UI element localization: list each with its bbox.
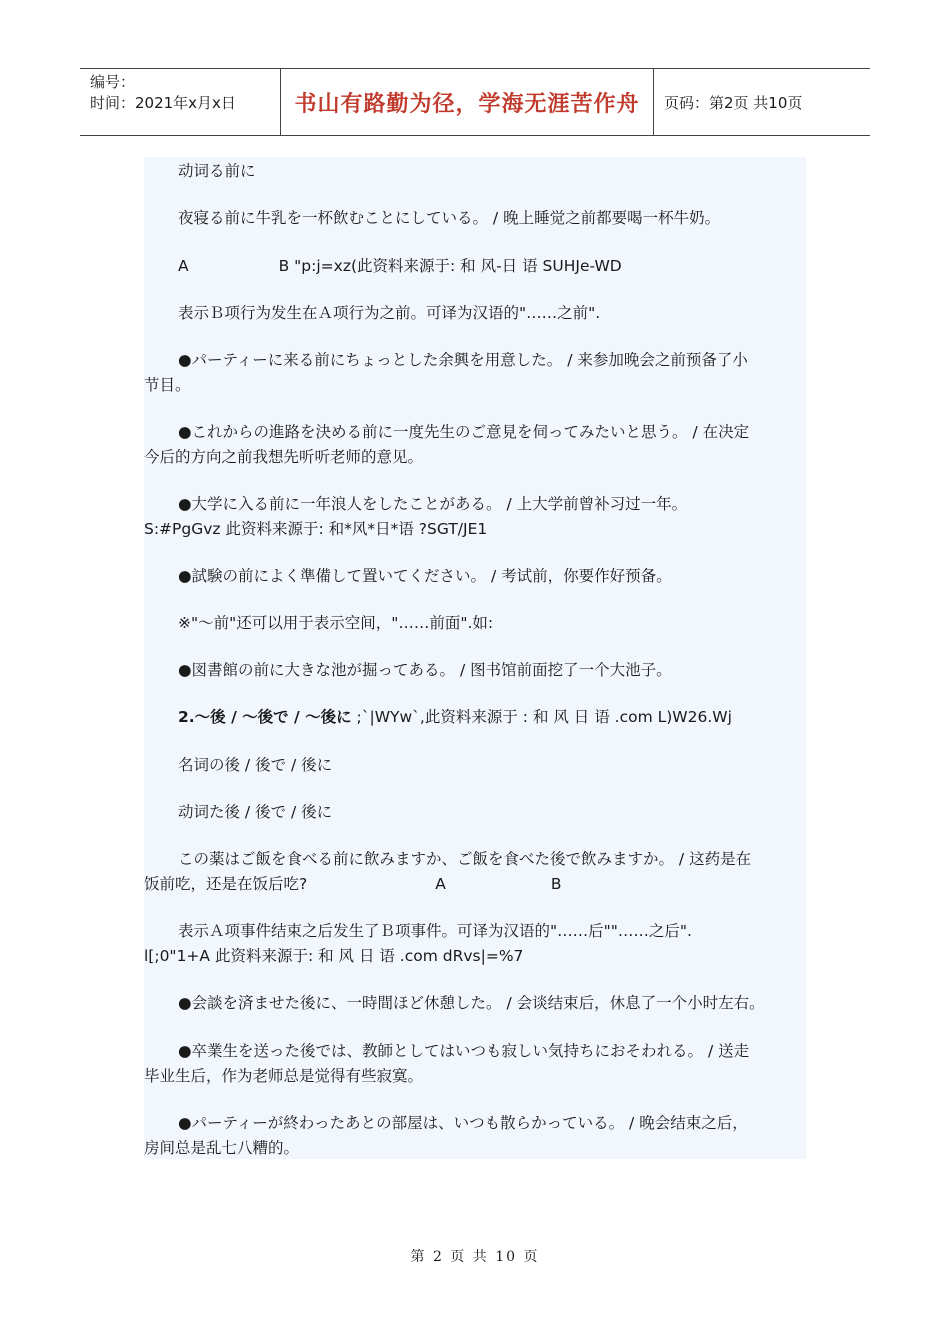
paragraph: 动词る前に <box>178 162 256 180</box>
time-label: 时间：2021年x月x日 <box>90 94 236 112</box>
paragraph: A B "p:j=xz(此资料来源于: 和 风-日 语 SUHJe-WD <box>178 257 622 275</box>
example-paragraph: ●卒業生を送った後では、教師としてはいつも寂しい気持ちにおそわれる。 / 送走 毕业生后，作为老师总是觉得有些寂寞。 <box>144 1042 750 1085</box>
example-paragraph: ●これからの進路を決める前に一度先生のご意見を伺ってみたいと思う。 / 在决定 今后的方向之前我想先听听老师的意见。 <box>144 423 750 466</box>
example-paragraph: ●試験の前によく準備して置いてください。 / 考试前，你要作好预备。 <box>178 567 672 585</box>
example-paragraph: ●パーティーに来る前にちょっとした余興を用意した。 / 来参加晚会之前预备了小 节目。 <box>144 351 748 394</box>
section-heading: 2.～後 / ～後で / ～後に ;`|WYw`,此资料来源于 : 和 风 日 语 .com L)W26.Wj <box>178 708 732 726</box>
document-body <box>144 157 806 1159</box>
example-paragraph: ●大学に入る前に一年浪人をしたことがある。 / 上大学前曾补习过一年。 S:#PgGvz 此资料来源于: 和*风*日*语 ?SGT/JE1 <box>144 495 688 538</box>
label-a: A <box>178 257 189 275</box>
number-label: 编号： <box>90 73 136 91</box>
page-header <box>80 68 870 136</box>
motto-title: 书山有路勤为径，学海无涯苦作舟 <box>281 69 654 135</box>
example-paragraph: ●会談を済ませた後に、一時間ほど休憩した。 / 会谈结束后，休息了一个小时左右。 <box>178 994 765 1012</box>
example-paragraph: この薬はご飯を食べる前に飲みますか、ご飯を食べた後で飲みますか。 / 这药是在 饭前吃，还是在饭后吃? A B <box>144 850 752 893</box>
paragraph: 表示Ｂ项行为发生在Ａ项行为之前。可译为汉语的"……之前". <box>178 304 601 322</box>
note-paragraph: ※"～前"还可以用于表示空间，"……前面".如: <box>178 614 494 632</box>
label-a: A <box>435 875 446 893</box>
page-footer: 第 2 页 共 10 页 <box>410 1249 540 1265</box>
example-paragraph: ●図書館の前に大きな池が掘ってある。 / 图书馆前面挖了一个大池子。 <box>178 661 672 679</box>
page-info: 页码：第2页 共10页 <box>664 93 803 112</box>
paragraph: 名词の後 / 後で / 後に <box>178 756 333 774</box>
paragraph: 表示Ａ项事件结束之后发生了Ｂ项事件。可译为汉语的"……后""……之后". l[;0"1+A 此资料来源于: 和 风 日 语 .com dRvs|=%7 <box>144 922 692 965</box>
example-paragraph: ●パーティーが終わったあとの部屋は、いつも散らかっている。 / 晚会结束之后， 房间总是乱七八糟的。 <box>144 1114 748 1157</box>
header-info-cell <box>80 69 281 135</box>
label-b: B <box>550 875 562 893</box>
paragraph: 夜寝る前に牛乳を一杯飲むことにしている。 / 晚上睡觉之前都要喝一杯牛奶。 <box>178 209 721 227</box>
paragraph: 动词た後 / 後で / 後に <box>178 803 333 821</box>
